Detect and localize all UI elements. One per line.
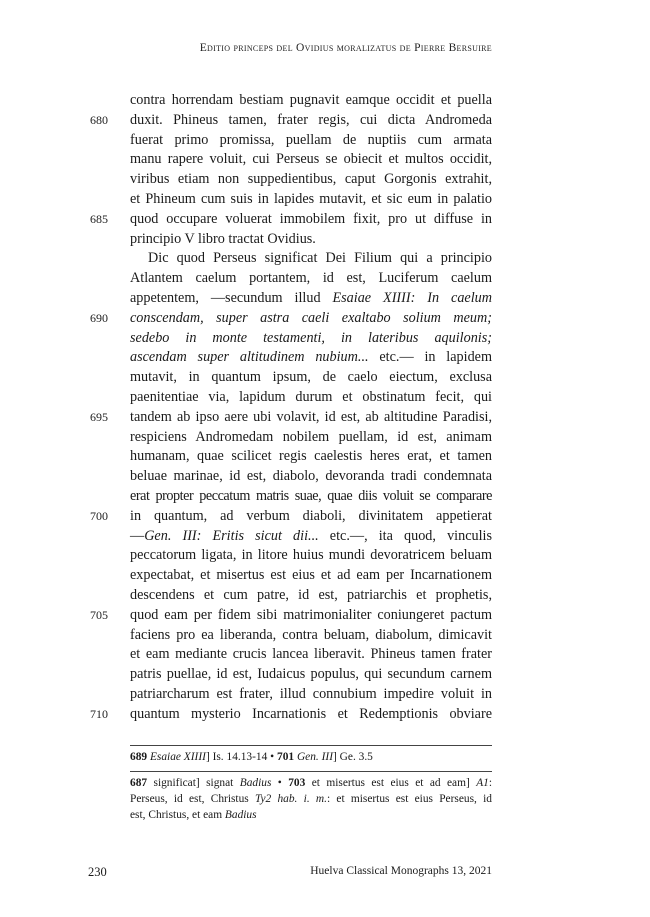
page-number: 230 [88, 865, 107, 879]
app-crit-line [130, 807, 492, 823]
line-number: 685 [90, 211, 108, 226]
app-lemma: Gen. III [296, 751, 334, 763]
text-line [130, 150, 492, 170]
text-line [130, 626, 492, 646]
text-line [90, 705, 492, 725]
line-text: paenitentiae via, lapidum durum et obstinatum fecit, qui [130, 388, 492, 405]
text-line [130, 368, 492, 388]
app-line-number: 689 [130, 751, 148, 763]
series-footer: Huelva Classical Monographs 13, 2021 [310, 865, 492, 877]
text-line [130, 527, 492, 547]
line-text: contra horrendam bestiam pugnavit eamque occidit et puella [130, 92, 492, 108]
text-line [90, 309, 492, 329]
app-line-number: 701 [277, 751, 295, 763]
line-text: duxit. Phineus tamen, frater regis, cui dicta Andromeda [130, 111, 492, 128]
app-text: • [271, 777, 289, 789]
text-line [130, 566, 492, 586]
line-text: — [130, 527, 145, 544]
line-quotation: conscendam, super astra caeli exaltabo solium meum; [130, 309, 492, 326]
text-line [90, 507, 492, 527]
main-text [90, 91, 492, 725]
app-line-number: 703 [288, 777, 306, 789]
text-line [130, 645, 492, 665]
apparatus-fontium [130, 745, 492, 765]
line-text: et Phineum cum suis in lapides mutavit, et sic eum in palatio [130, 190, 492, 207]
line-text: beluae marinae, id est, diabolo, devoranda tradi condemnata [130, 468, 492, 485]
app-crit-line [130, 791, 492, 807]
line-quotation: sedebo in monte testamenti, in lateribus aquilonis; [130, 329, 492, 346]
text-line [130, 665, 492, 685]
line-text: quantum mysterio Incarnationis et Redemptionis obviare [130, 705, 492, 722]
text-line [90, 111, 492, 131]
text-line [130, 230, 492, 250]
app-text: est, Christus, et eam [130, 809, 225, 821]
text-line [130, 131, 492, 151]
line-number: 680 [90, 112, 108, 127]
text-line [130, 685, 492, 705]
text-line [130, 487, 492, 507]
line-text: etc.— in lapidem [368, 349, 492, 366]
text-line [130, 428, 492, 448]
line-text: etc.—, ita quod, vinculis [318, 527, 492, 544]
apparatus-criticus [130, 771, 492, 823]
line-text: principio V libro tractat Ovidius. [130, 230, 316, 247]
line-text: tandem ab ipso aere ubi volavit, id est, ab altitudine Paradisi, [130, 408, 492, 425]
line-text: appetentem, —secundum illud [130, 289, 333, 306]
line-text: quod occupare voluerat immobilem fixit, pro ut diffuse in [130, 210, 492, 227]
text-line [90, 606, 492, 626]
line-text: erat propter peccatum matris suae, quae diis voluit se comparare [130, 487, 492, 504]
app-text: : [488, 777, 493, 789]
line-text: patriarcharum est frater, illud connubium impedire voluit in [130, 685, 492, 702]
line-text: patris puellae, id est, Iudaicus populus, qui secundum carnem [130, 666, 492, 683]
app-text: significat] signat [147, 777, 240, 789]
app-text: : et misertus est eius Perseus, id [327, 793, 492, 805]
line-number: 690 [90, 310, 108, 325]
line-text: Dic quod Perseus significat Dei Filium qui a principio [148, 250, 492, 267]
line-text: respiciens Andromedam nobilem puellam, id est, animam [130, 428, 492, 445]
line-text: expectabat, et misertus est eius et ad eam per Incarnationem [130, 567, 492, 584]
text-line [130, 467, 492, 487]
line-quotation: Esaiae XIIII: In caelum [332, 289, 492, 306]
text-line [130, 447, 492, 467]
app-lemma: Esaiae XIIII [149, 751, 206, 763]
line-text: mutavit, in quantum ipsum, de caelo eiectum, exclusa [130, 369, 492, 386]
text-line [130, 586, 492, 606]
line-number: 700 [90, 508, 108, 523]
line-text: humanam, quae scilicet regis caelestis heres erat, et tamen [130, 448, 492, 465]
text-line [130, 388, 492, 408]
line-number: 710 [90, 706, 108, 721]
line-text: et eam mediante crucis lancea liberavit. Phineus tamen frater [130, 646, 492, 663]
app-crit-line [130, 775, 492, 791]
text-line [130, 190, 492, 210]
line-text: descendens et cum patre, id est, patriarchis et prophetis, [130, 586, 492, 603]
line-text: viribus etiam non suppedientibus, caput Gorgonis extrahit, [130, 171, 492, 188]
app-text: Perseus, id est, Christus [130, 793, 255, 805]
text-line [90, 210, 492, 230]
app-text: et misertus est eius et ad eam] [305, 777, 477, 789]
app-source: ] Ge. 3.5 [333, 751, 373, 763]
line-number: 695 [90, 409, 108, 424]
line-text: Atlantem caelum portantem, id est, Luciferum caelum [130, 270, 492, 287]
app-source: ] Is. 14.13-14 • [205, 751, 277, 763]
text-line [130, 269, 492, 289]
app-witness: Badius [224, 809, 257, 821]
text-line [130, 170, 492, 190]
text-line [90, 408, 492, 428]
line-text: in quantum, ad verbum diaboli, divinitatem appetierat [130, 507, 492, 524]
text-line [130, 546, 492, 566]
text-line [130, 329, 492, 349]
app-line-number: 687 [130, 777, 148, 789]
line-quotation: Gen. III: Eritis sicut dii... [144, 527, 319, 544]
line-text: fuerat primo promissa, puellam de nuptiis cum armata [130, 131, 492, 148]
app-witness: Badius [239, 777, 272, 789]
app-witness: Ty2 hab. i. m. [254, 793, 327, 805]
text-line [130, 91, 492, 111]
line-text: faciens pro ea liberanda, contra beluam, diabolum, dimicavit [130, 626, 492, 643]
line-text: manu rapere voluit, cui Perseus se obiecit et multos occidit, [130, 151, 492, 168]
text-line [130, 348, 492, 368]
line-text: peccatorum ligata, in litore huius mundi devoratricem beluam [130, 547, 492, 564]
text-line [130, 289, 492, 309]
app-witness: A1 [476, 777, 489, 789]
line-number: 705 [90, 607, 108, 622]
text-line [130, 249, 492, 269]
line-quotation: ascendam super altitudinem nubium... [130, 349, 369, 366]
running-head: Editio princeps del Ovidius moralizatus de Pierre Bersuire [199, 42, 492, 54]
line-text: quod eam per fidem sibi matrimonialiter coniungeret pactum [130, 606, 492, 623]
